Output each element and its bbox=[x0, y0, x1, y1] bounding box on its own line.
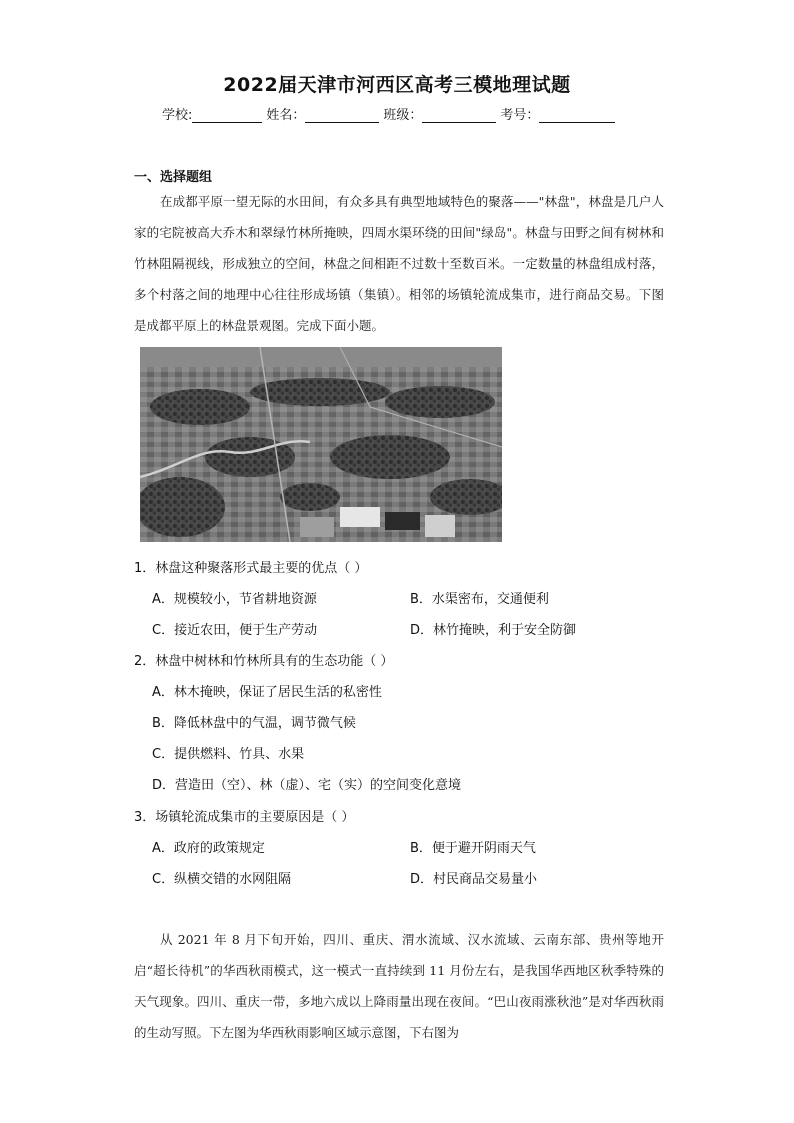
question-3: 3．场镇轮流成集市的主要原因是（ ） bbox=[134, 810, 355, 825]
name-label: 姓名： bbox=[266, 108, 306, 123]
exam-number-label: 考号： bbox=[500, 108, 540, 123]
linpan-landscape-photo bbox=[140, 347, 502, 542]
q3-option-c[interactable]: C．纵横交错的水网阻隔 bbox=[152, 872, 292, 887]
q1-option-a[interactable]: A．规模较小，节省耕地资源 bbox=[152, 592, 317, 607]
q3-option-b[interactable]: B．便于避开阴雨天气 bbox=[410, 841, 536, 856]
name-blank[interactable] bbox=[305, 108, 379, 123]
q1-option-d[interactable]: D．林竹掩映，利于安全防御 bbox=[410, 623, 577, 638]
q2-option-b[interactable]: B．降低林盘中的气温，调节微气候 bbox=[152, 716, 356, 731]
exam-number-blank[interactable] bbox=[539, 108, 615, 123]
school-label: 学校: bbox=[162, 108, 193, 123]
q2-option-a[interactable]: A．林木掩映，保证了居民生活的私密性 bbox=[152, 685, 382, 700]
q3-option-a[interactable]: A．政府的政策规定 bbox=[152, 841, 265, 856]
school-blank[interactable] bbox=[192, 108, 262, 123]
question-1: 1．林盘这种聚落形式最主要的优点（ ） bbox=[134, 561, 368, 576]
reading-passage-1: 在成都平原一望无际的水田间，有众多具有典型地域特色的聚落——"林盘"，林盘是几户人家的宅院被高大乔木和翠绿竹林所掩映，四周水渠环绕的田间"绿岛"。林盘与田野之间有树林和竹林阻隔视线，形成独立的空间，林盘之间相距不过数十至数百米。一定数量的林盘组成村落，多个村落之间的地理中心往往形成场镇（集镇）。相邻的场镇轮流成集市，进行商品交易。下图是成都平原上的林盘景观图。完成下面小题。 bbox=[134, 194, 664, 333]
student-info-line bbox=[162, 104, 642, 123]
aerial-photo-illustration bbox=[140, 347, 502, 542]
question-2: 2．林盘中树林和竹林所具有的生态功能（ ） bbox=[134, 654, 394, 669]
q1-option-c[interactable]: C．接近农田，便于生产劳动 bbox=[152, 623, 318, 638]
q1-option-b[interactable]: B．水渠密布，交通便利 bbox=[410, 592, 549, 607]
class-label: 班级： bbox=[383, 108, 423, 123]
q2-option-d[interactable]: D．营造田（空）、林（虚）、宅（实）的空间变化意境 bbox=[152, 778, 462, 793]
section-title: 一、选择题组 bbox=[134, 170, 213, 185]
q3-option-d[interactable]: D．村民商品交易量小 bbox=[410, 872, 538, 887]
page-title: 2022届天津市河西区高考三模地理试题 bbox=[223, 74, 571, 96]
reading-passage-2: 从 2021 年 8 月下旬开始，四川、重庆、渭水流域、汉水流域、云南东部、贵州等地开启“超长待机”的华西秋雨模式，这一模式一直持续到 11 月份左右，是我国华西地区秋季特殊的天气现象。四川、重庆一带，多地六成以上降雨量出现在夜间。“巴山夜雨涨秋池”是对华西秋雨的生动写照。下左图为华西秋雨影响区域示意图，下右图为 bbox=[134, 932, 664, 1040]
q2-option-c[interactable]: C．提供燃料、竹具、水果 bbox=[152, 747, 305, 762]
class-blank[interactable] bbox=[422, 108, 496, 123]
